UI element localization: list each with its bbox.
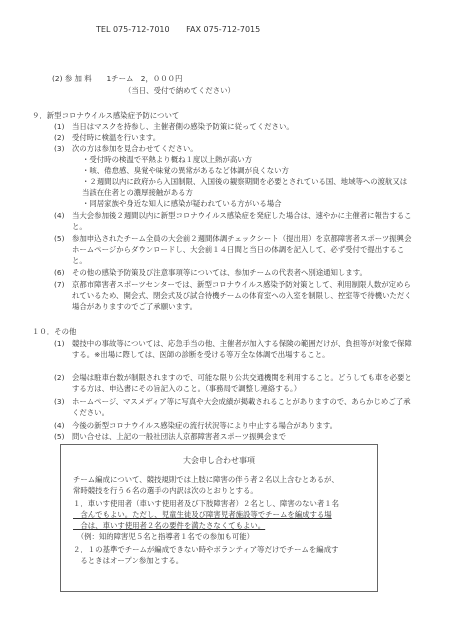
participation-fee-note: （当日、受付で納めてください） xyxy=(124,86,235,95)
item-text: 競技中の事故等については、応急手当の他、主催者が加入する保険の範囲だけが、負担等が対象で保障する。※出場に際しては、医師の診断を受ける等万全な体調で出場すること。 xyxy=(72,339,412,359)
section-9-item-5 xyxy=(54,233,414,266)
item-number: (5) xyxy=(54,432,65,441)
participation-fee: (2) 参 加 料 1チーム 2，０００円 xyxy=(52,74,183,83)
agreement-line: （例：知的障害児５名と指導者１名での参加も可能） xyxy=(73,532,255,541)
section-10-item-4 xyxy=(54,420,414,431)
item-text: 問い合せは、上記の一般社団法人京都障害者スポーツ振興会まで xyxy=(72,432,287,441)
item-text: 今後の新型コロナウイルス感染症の流行状況等により中止する場合があります。 xyxy=(72,421,338,430)
section-10-item-1 xyxy=(54,338,414,360)
section-9-title: ９．新型コロナウイルス感染症予防について xyxy=(32,111,180,120)
section-9-item-4 xyxy=(54,210,414,232)
section-9-item-6 xyxy=(54,267,414,278)
agreement-title: 大会申し合わせ事項 xyxy=(183,456,255,465)
item-number: (4) xyxy=(54,421,65,430)
item-text: 会場は駐車台数が制限されますので、可能な限り公共交通機関を利用すること。どうしても車を必要とする方は、申込書にその旨記入のこと。（事務局で調整し連絡する。） xyxy=(72,373,412,393)
item-text: 受付時に検温を行います。 xyxy=(72,133,161,142)
contact-line xyxy=(96,24,274,35)
section-10-item-3 xyxy=(54,396,414,418)
item-text: 当日はマスクを持参し、主催者側の感染予防策に従ってください。 xyxy=(72,122,294,131)
list-item: ・同居家族や身近な知人に感染が疑われている方がいる場合 xyxy=(82,199,282,208)
section-9-item-7 xyxy=(54,279,414,312)
tel-number: TEL 075-712-7010 xyxy=(96,25,170,34)
agreement-line: 含んでもよい。ただし、児童生徒及び障害児者施設等でチームを編成する場 xyxy=(73,510,332,519)
item-number: (3) xyxy=(54,144,65,153)
item-text: その他の感染予防策及び注意事項等については、参加チームの代表者へ別途通知します。 xyxy=(72,268,367,277)
agreement-line: 合は、車いす使用者２名の要件を満たさなくてもよい。 xyxy=(73,521,266,530)
list-item: ・２週間以内に政府から入国制限、入国後の観察期間を必要とされている国、地域等への渡航又は当該在住者との濃厚接触がある方 xyxy=(82,177,408,197)
list-item: ・咳、倦怠感、臭覚や味覚の異常があるなど体調が良くない方 xyxy=(82,166,289,175)
item-number: (2) xyxy=(54,133,65,142)
item-text: 当大会参加後２週間以内に新型コロナウイルス感染症を発症した場合は、速やかに主催者に報告すること。 xyxy=(72,211,412,231)
agreement-line: 常時競技を行う６名の選手の内訳は次のとおりとする。 xyxy=(73,486,258,495)
agreement-line: チーム編成について、競技規則では上肢に障害の伴う者２名以上含むとあるが、 xyxy=(73,475,339,484)
item-number: (2) xyxy=(54,373,65,382)
item-number: (3) xyxy=(54,397,65,406)
agreement-box xyxy=(60,444,378,592)
section-9-item-3 xyxy=(54,143,414,154)
section-10-item-5 xyxy=(54,431,414,442)
item-number: (7) xyxy=(54,280,65,289)
section-9-item-2 xyxy=(54,132,414,143)
item-number: (6) xyxy=(54,268,65,277)
agreement-line: ２．１の基準でチームが編成できない時やボランティア等だけでチームを編成す xyxy=(73,545,339,554)
item-number: (1) xyxy=(54,339,65,348)
item-text: 参加申込されたチーム全員の大会前２週間体調チェックシート（提出用）を京都障害者スポーツ振興会ホームページからダウンロードし、大会前１４日間と当日の体調を記入して、必ず受付で提出すること。 xyxy=(72,234,412,265)
item-number: (5) xyxy=(54,234,65,243)
section-10-title: １０．その他 xyxy=(32,327,77,336)
item-number: (1) xyxy=(54,122,65,131)
item-number: (4) xyxy=(54,211,65,220)
agreement-line: １．車いす使用者（車いす使用者及び下肢障害者）２名とし、障害のない者１名 xyxy=(73,499,340,508)
item-text: ホームページ、マスメディア等に写真や大会成績が掲載されることがありますので、あらかじめご了承ください。 xyxy=(72,397,411,417)
fax-number: FAX 075-712-7015 xyxy=(186,25,261,34)
agreement-line: るときはオープン参加とする。 xyxy=(73,556,184,565)
symptom-list xyxy=(82,154,412,209)
section-9-item-1 xyxy=(54,121,414,132)
item-text: 次の方は参加を見合わせてください。 xyxy=(72,144,198,153)
section-10-item-2 xyxy=(54,372,414,394)
item-text: 京都市障害者スポーツセンターでは、新型コロナウイルス感染予防対策として、利用制限人数が定められているため、開会式、閉会式及び試合待機チームの体育室への入室を制限し、控室等で待機いただく場合がありますのでご了承願います。 xyxy=(72,280,412,311)
list-item: ・受付時の検温で平熱より概ね１度以上熱が高い方 xyxy=(82,155,252,164)
